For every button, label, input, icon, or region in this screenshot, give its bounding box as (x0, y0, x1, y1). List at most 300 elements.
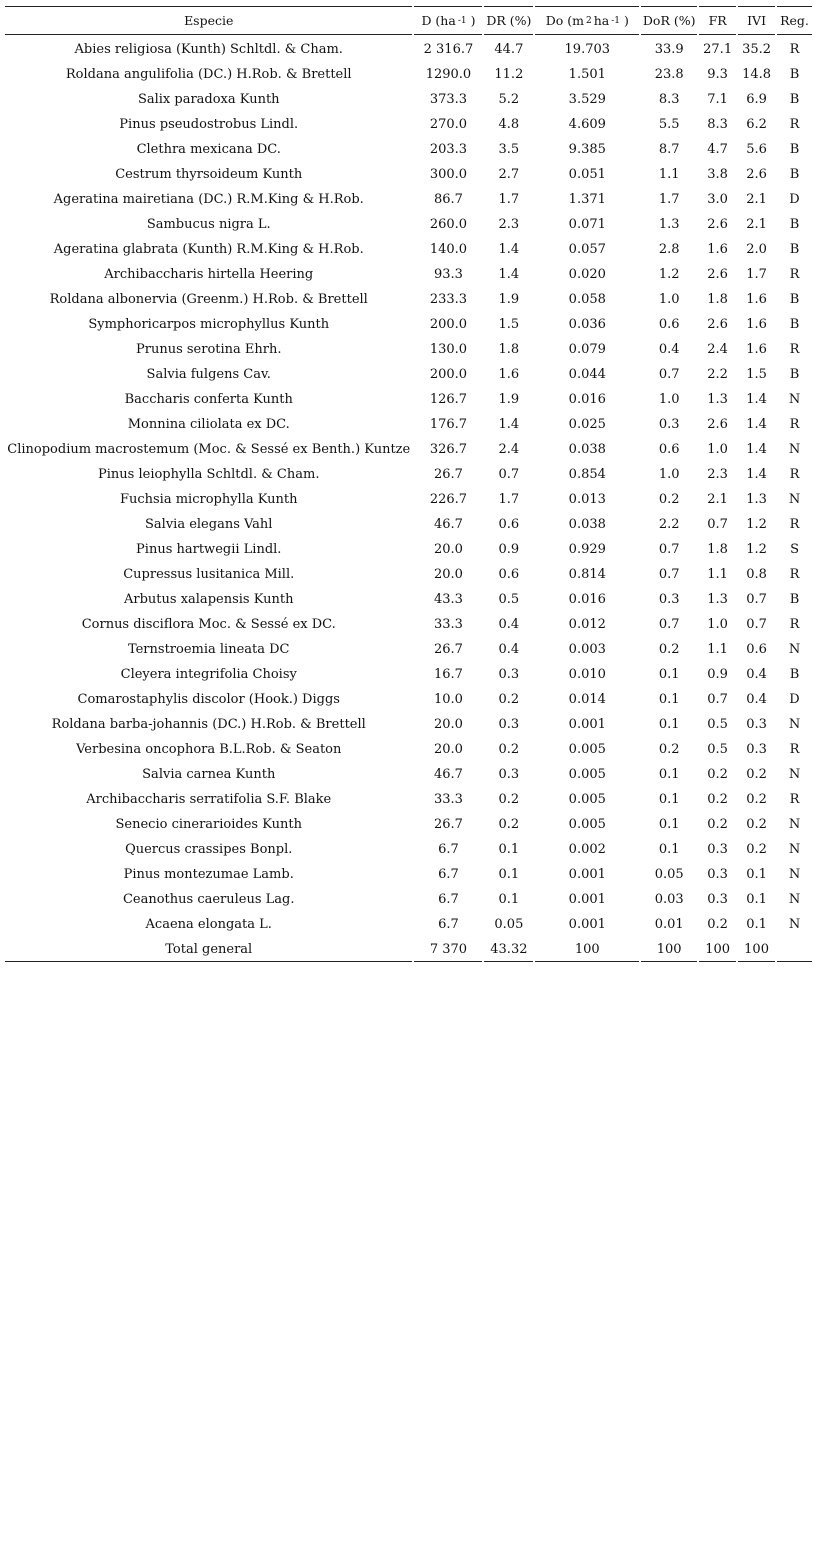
cell-dor: 5.5 (658, 117, 680, 132)
cell-ivi: 0.8 (746, 567, 767, 582)
total-dor: 100 (641, 937, 697, 962)
cell-dominance: 0.016 (568, 392, 606, 407)
cell-dor: 0.1 (658, 767, 680, 782)
cell-dor: 2.2 (658, 517, 680, 532)
total-dominance: 100 (535, 937, 639, 962)
cell-dor: 0.2 (658, 642, 680, 657)
cell-species-name: Baccharis conferta Kunth (124, 392, 293, 407)
cell-dominance: 0.025 (568, 417, 606, 432)
cell-ivi: 1.6 (746, 342, 767, 357)
cell-dr: 1.9 (498, 292, 520, 307)
cell-ivi: 6.2 (746, 117, 767, 132)
table-row (5, 737, 812, 762)
cell-fr: 0.2 (707, 792, 728, 807)
cell-dominance: 0.038 (568, 517, 606, 532)
cell-dr: 1.6 (498, 367, 520, 382)
cell-dor: 0.6 (658, 442, 680, 457)
cell-dominance: 0.005 (568, 742, 606, 757)
cell-species-name: Arbutus xalapensis Kunth (124, 592, 294, 607)
cell-dominance: 0.071 (568, 217, 606, 232)
cell-dr: 0.7 (498, 467, 520, 482)
cell-dominance: 0.079 (568, 342, 606, 357)
cell-ivi: 1.4 (746, 442, 767, 457)
cell-ivi: 0.2 (746, 767, 767, 782)
cell-regeneration: B (789, 67, 800, 82)
table-row (5, 662, 812, 687)
table-row (5, 762, 812, 787)
cell-ivi: 14.8 (742, 67, 772, 82)
cell-fr: 1.1 (707, 642, 728, 657)
cell-regeneration: D (789, 692, 800, 707)
cell-regeneration: N (788, 717, 801, 732)
cell-regeneration: B (789, 142, 800, 157)
cell-dr: 0.4 (498, 642, 520, 657)
cell-dr: 1.7 (498, 192, 520, 207)
cell-species-name: Roldana angulifolia (DC.) H.Rob. & Brettell (65, 67, 352, 82)
table-row (5, 862, 812, 887)
table-row (5, 337, 812, 362)
cell-fr: 2.3 (707, 467, 728, 482)
cell-fr: 0.3 (707, 892, 728, 907)
cell-dr: 1.8 (498, 342, 520, 357)
header-dr: DR (%) (484, 6, 533, 35)
cell-species-name: Salvia carnea Kunth (142, 767, 276, 782)
cell-dor: 0.4 (658, 342, 680, 357)
cell-dominance: 0.005 (568, 792, 606, 807)
cell-dr: 44.7 (494, 42, 524, 57)
cell-species-name: Salvia fulgens Cav. (146, 367, 271, 382)
cell-species-name: Pinus hartwegii Lindl. (136, 542, 282, 557)
cell-dor: 0.1 (658, 667, 680, 682)
cell-dr: 2.7 (498, 167, 520, 182)
cell-species-name: Ageratina mairetiana (DC.) R.M.King & H.Rob. (53, 192, 364, 207)
cell-species-name: Cleyera integrifolia Choisy (120, 667, 297, 682)
table-row (5, 362, 812, 387)
cell-dominance: 0.014 (568, 692, 606, 707)
cell-species-name: Abies religiosa (Kunth) Schltdl. & Cham. (74, 42, 343, 57)
cell-dr: 2.3 (498, 217, 520, 232)
cell-regeneration: D (789, 192, 800, 207)
cell-dr: 11.2 (494, 67, 524, 82)
cell-dominance: 0.001 (568, 892, 606, 907)
cell-fr: 1.3 (707, 392, 728, 407)
cell-ivi: 2.6 (746, 167, 767, 182)
cell-species-name: Prunus serotina Ehrh. (135, 342, 282, 357)
cell-dr: 1.5 (498, 317, 520, 332)
cell-species-name: Fuchsia microphylla Kunth (119, 492, 298, 507)
cell-density: 1290.0 (425, 67, 472, 82)
cell-fr: 1.0 (707, 442, 728, 457)
cell-dr: 2.4 (498, 442, 520, 457)
cell-ivi: 0.3 (746, 742, 767, 757)
cell-regeneration: S (790, 542, 799, 557)
cell-density: 373.3 (429, 92, 468, 107)
cell-regeneration: N (788, 392, 801, 407)
cell-ivi: 1.2 (746, 542, 767, 557)
cell-dominance: 19.703 (564, 42, 611, 57)
cell-dominance: 4.609 (568, 117, 606, 132)
cell-fr: 0.5 (707, 742, 728, 757)
table-row (5, 812, 812, 837)
cell-dor: 0.7 (658, 542, 680, 557)
cell-species-name: Pinus montezumae Lamb. (123, 867, 294, 882)
cell-fr: 2.4 (707, 342, 728, 357)
cell-dr: 1.4 (498, 417, 520, 432)
cell-density: 260.0 (429, 217, 468, 232)
cell-dominance: 0.058 (568, 292, 606, 307)
cell-density: 20.0 (433, 742, 463, 757)
total-row (5, 937, 812, 962)
table-row (5, 687, 812, 712)
cell-dominance: 0.002 (568, 842, 606, 857)
cell-dor: 0.1 (658, 792, 680, 807)
cell-regeneration: R (789, 517, 800, 532)
cell-regeneration: B (789, 242, 800, 257)
cell-regeneration: R (789, 117, 800, 132)
cell-dominance: 9.385 (568, 142, 606, 157)
cell-species-name: Roldana barba-johannis (DC.) H.Rob. & Brettell (51, 717, 366, 732)
cell-species-name: Sambucus nigra L. (146, 217, 271, 232)
cell-species-name: Cupressus lusitanica Mill. (123, 567, 295, 582)
table-row (5, 612, 812, 637)
cell-regeneration: R (789, 792, 800, 807)
cell-dr: 0.2 (498, 817, 520, 832)
table-row (5, 162, 812, 187)
cell-dominance: 0.051 (568, 167, 606, 182)
cell-dor: 1.7 (658, 192, 680, 207)
cell-density: 2 316.7 (423, 42, 474, 57)
cell-species-name: Symphoricarpos microphyllus Kunth (88, 317, 330, 332)
total-dr: 43.32 (484, 937, 533, 962)
cell-species-name: Senecio cinerarioides Kunth (115, 817, 302, 832)
cell-fr: 1.0 (707, 617, 728, 632)
table-row (5, 512, 812, 537)
cell-dominance: 0.012 (568, 617, 606, 632)
cell-regeneration: B (789, 367, 800, 382)
cell-dr: 0.4 (498, 617, 520, 632)
cell-ivi: 2.0 (746, 242, 767, 257)
cell-dor: 1.2 (658, 267, 680, 282)
cell-dominance: 0.044 (568, 367, 606, 382)
cell-regeneration: R (789, 417, 800, 432)
cell-density: 176.7 (429, 417, 468, 432)
cell-ivi: 1.6 (746, 317, 767, 332)
cell-dominance: 0.013 (568, 492, 606, 507)
cell-fr: 2.2 (707, 367, 728, 382)
cell-fr: 3.0 (707, 192, 728, 207)
cell-species-name: Salvia elegans Vahl (145, 517, 273, 532)
table-row (5, 537, 812, 562)
cell-dor: 8.3 (658, 92, 680, 107)
cell-ivi: 1.7 (746, 267, 767, 282)
cell-species-name: Pinus pseudostrobus Lindl. (119, 117, 299, 132)
cell-regeneration: R (789, 267, 800, 282)
cell-ivi: 1.6 (746, 292, 767, 307)
cell-ivi: 0.1 (746, 867, 767, 882)
total-fr: 100 (699, 937, 736, 962)
cell-fr: 27.1 (703, 42, 733, 57)
table-row (5, 787, 812, 812)
cell-dor: 0.03 (654, 892, 684, 907)
cell-regeneration: B (789, 167, 800, 182)
cell-dr: 0.2 (498, 742, 520, 757)
cell-regeneration: N (788, 442, 801, 457)
cell-species-name: Salix paradoxa Kunth (137, 92, 280, 107)
cell-ivi: 1.2 (746, 517, 767, 532)
table-row (5, 212, 812, 237)
cell-density: 16.7 (433, 667, 463, 682)
cell-ivi: 0.6 (746, 642, 767, 657)
cell-dor: 0.1 (658, 817, 680, 832)
cell-fr: 2.1 (707, 492, 728, 507)
cell-regeneration: R (789, 42, 800, 57)
table-row (5, 187, 812, 212)
cell-dor: 0.3 (658, 417, 680, 432)
table-row (5, 437, 812, 462)
cell-dr: 0.6 (498, 517, 520, 532)
cell-dor: 1.0 (658, 292, 680, 307)
cell-species-name: Monnina ciliolata ex DC. (127, 417, 290, 432)
cell-fr: 8.3 (707, 117, 728, 132)
cell-species-name: Archibaccharis serratifolia S.F. Blake (86, 792, 332, 807)
cell-regeneration: B (789, 92, 800, 107)
cell-fr: 1.1 (707, 567, 728, 582)
table-row (5, 62, 812, 87)
cell-density: 6.7 (438, 867, 459, 882)
cell-dr: 0.5 (498, 592, 520, 607)
cell-dor: 0.2 (658, 742, 680, 757)
table-row (5, 137, 812, 162)
cell-dr: 5.2 (498, 92, 520, 107)
cell-regeneration: N (788, 917, 801, 932)
header-dominance: Do (m 2 ha -1 ) (535, 6, 639, 35)
cell-dor: 0.7 (658, 567, 680, 582)
cell-regeneration: N (788, 842, 801, 857)
cell-regeneration: R (789, 567, 800, 582)
cell-fr: 0.3 (707, 842, 728, 857)
cell-species-name: Pinus leiophylla Schltdl. & Cham. (98, 467, 320, 482)
cell-ivi: 0.2 (746, 792, 767, 807)
cell-dor: 0.7 (658, 367, 680, 382)
cell-dor: 8.7 (658, 142, 680, 157)
cell-density: 300.0 (429, 167, 468, 182)
cell-dr: 0.05 (494, 917, 524, 932)
cell-dor: 1.0 (658, 392, 680, 407)
cell-dor: 0.1 (658, 692, 680, 707)
cell-regeneration: N (788, 767, 801, 782)
cell-fr: 2.6 (707, 217, 728, 232)
cell-dor: 1.0 (658, 467, 680, 482)
cell-ivi: 0.3 (746, 717, 767, 732)
cell-dr: 1.4 (498, 242, 520, 257)
cell-density: 46.7 (433, 767, 463, 782)
cell-dominance: 0.003 (568, 642, 606, 657)
cell-dr: 0.3 (498, 717, 520, 732)
cell-density: 46.7 (433, 517, 463, 532)
cell-dor: 33.9 (654, 42, 684, 57)
table-row (5, 37, 812, 62)
cell-ivi: 1.5 (746, 367, 767, 382)
cell-density: 20.0 (433, 717, 463, 732)
cell-dr: 0.6 (498, 567, 520, 582)
cell-regeneration: N (788, 642, 801, 657)
cell-fr: 2.6 (707, 317, 728, 332)
cell-density: 6.7 (438, 892, 459, 907)
header-especie: Especie (5, 6, 412, 35)
cell-regeneration: B (789, 667, 800, 682)
cell-dr: 0.2 (498, 692, 520, 707)
cell-ivi: 0.2 (746, 817, 767, 832)
cell-density: 270.0 (429, 117, 468, 132)
cell-dr: 0.1 (498, 842, 520, 857)
cell-ivi: 2.1 (746, 217, 767, 232)
cell-species-name: Ageratina glabrata (Kunth) R.M.King & H.Rob. (53, 242, 364, 257)
table-row (5, 562, 812, 587)
cell-density: 233.3 (429, 292, 468, 307)
cell-density: 130.0 (429, 342, 468, 357)
cell-dor: 0.1 (658, 717, 680, 732)
cell-regeneration: B (789, 592, 800, 607)
cell-dor: 1.1 (658, 167, 680, 182)
table-row (5, 387, 812, 412)
cell-density: 86.7 (433, 192, 463, 207)
cell-dor: 1.3 (658, 217, 680, 232)
cell-regeneration: B (789, 292, 800, 307)
cell-density: 200.0 (429, 317, 468, 332)
cell-fr: 0.5 (707, 717, 728, 732)
cell-dr: 0.1 (498, 892, 520, 907)
cell-density: 203.3 (429, 142, 468, 157)
cell-ivi: 0.7 (746, 617, 767, 632)
cell-regeneration: B (789, 317, 800, 332)
table-row (5, 637, 812, 662)
cell-ivi: 0.4 (746, 667, 767, 682)
cell-ivi: 1.3 (746, 492, 767, 507)
cell-dominance: 0.001 (568, 717, 606, 732)
cell-ivi: 0.7 (746, 592, 767, 607)
cell-density: 20.0 (433, 542, 463, 557)
table-row (5, 462, 812, 487)
cell-density: 33.3 (433, 617, 463, 632)
cell-fr: 7.1 (707, 92, 728, 107)
cell-dor: 0.6 (658, 317, 680, 332)
cell-ivi: 5.6 (746, 142, 767, 157)
cell-dor: 0.2 (658, 492, 680, 507)
cell-fr: 0.9 (707, 667, 728, 682)
cell-dominance: 0.001 (568, 917, 606, 932)
cell-fr: 0.2 (707, 817, 728, 832)
cell-species-name: Verbesina oncophora B.L.Rob. & Seaton (76, 742, 342, 757)
cell-dominance: 0.005 (568, 817, 606, 832)
cell-density: 140.0 (429, 242, 468, 257)
cell-dominance: 0.929 (568, 542, 606, 557)
table-row (5, 412, 812, 437)
cell-ivi: 0.4 (746, 692, 767, 707)
cell-ivi: 1.4 (746, 467, 767, 482)
cell-dominance: 0.020 (568, 267, 606, 282)
cell-fr: 0.7 (707, 692, 728, 707)
cell-dominance: 0.036 (568, 317, 606, 332)
cell-ivi: 0.1 (746, 892, 767, 907)
cell-dominance: 1.371 (568, 192, 606, 207)
header-reg: Reg. (777, 6, 812, 35)
cell-dor: 0.05 (654, 867, 684, 882)
cell-fr: 0.3 (707, 867, 728, 882)
cell-fr: 4.7 (707, 142, 728, 157)
total-ivi: 100 (738, 937, 775, 962)
cell-fr: 3.8 (707, 167, 728, 182)
table-body (5, 37, 812, 937)
cell-dr: 3.5 (498, 142, 520, 157)
cell-dr: 0.3 (498, 767, 520, 782)
table-header (5, 6, 812, 35)
cell-density: 6.7 (438, 842, 459, 857)
cell-dominance: 0.016 (568, 592, 606, 607)
table-row (5, 287, 812, 312)
cell-species-name: Acaena elongata L. (145, 917, 272, 932)
cell-density: 226.7 (429, 492, 468, 507)
cell-dominance: 1.501 (568, 67, 606, 82)
table-row (5, 712, 812, 737)
cell-dominance: 0.038 (568, 442, 606, 457)
header-density: D (ha -1 ) (414, 6, 482, 35)
cell-dor: 0.3 (658, 592, 680, 607)
cell-dominance: 0.057 (568, 242, 606, 257)
cell-dominance: 0.005 (568, 767, 606, 782)
cell-dor: 2.8 (658, 242, 680, 257)
cell-fr: 2.6 (707, 267, 728, 282)
header-ivi: IVI (738, 6, 775, 35)
cell-species-name: Ternstroemia lineata DC (127, 642, 290, 657)
cell-fr: 2.6 (707, 417, 728, 432)
cell-species-name: Cestrum thyrsoideum Kunth (115, 167, 303, 182)
total-density: 7 370 (414, 937, 482, 962)
cell-species-name: Ceanothus caeruleus Lag. (122, 892, 295, 907)
cell-fr: 1.8 (707, 292, 728, 307)
table-row (5, 112, 812, 137)
cell-density: 26.7 (433, 817, 463, 832)
table-row (5, 912, 812, 937)
cell-species-name: Comarostaphylis discolor (Hook.) Diggs (77, 692, 340, 707)
table-row (5, 237, 812, 262)
cell-regeneration: R (789, 742, 800, 757)
cell-dor: 0.1 (658, 842, 680, 857)
cell-density: 326.7 (429, 442, 468, 457)
cell-density: 20.0 (433, 567, 463, 582)
cell-regeneration: N (788, 817, 801, 832)
cell-fr: 1.3 (707, 592, 728, 607)
cell-species-name: Roldana albonervia (Greenm.) H.Rob. & Brettell (49, 292, 368, 307)
cell-density: 26.7 (433, 642, 463, 657)
cell-regeneration: N (788, 892, 801, 907)
cell-density: 43.3 (433, 592, 463, 607)
table-row (5, 587, 812, 612)
cell-density: 6.7 (438, 917, 459, 932)
cell-fr: 1.8 (707, 542, 728, 557)
cell-dr: 1.9 (498, 392, 520, 407)
total-label: Total general (5, 937, 412, 962)
cell-ivi: 6.9 (746, 92, 767, 107)
cell-dor: 0.01 (654, 917, 684, 932)
cell-regeneration: R (789, 467, 800, 482)
cell-dominance: 0.854 (568, 467, 606, 482)
cell-density: 126.7 (429, 392, 468, 407)
cell-dr: 0.1 (498, 867, 520, 882)
cell-fr: 0.2 (707, 767, 728, 782)
total-reg (777, 937, 812, 962)
cell-regeneration: B (789, 217, 800, 232)
species-table (5, 6, 812, 962)
